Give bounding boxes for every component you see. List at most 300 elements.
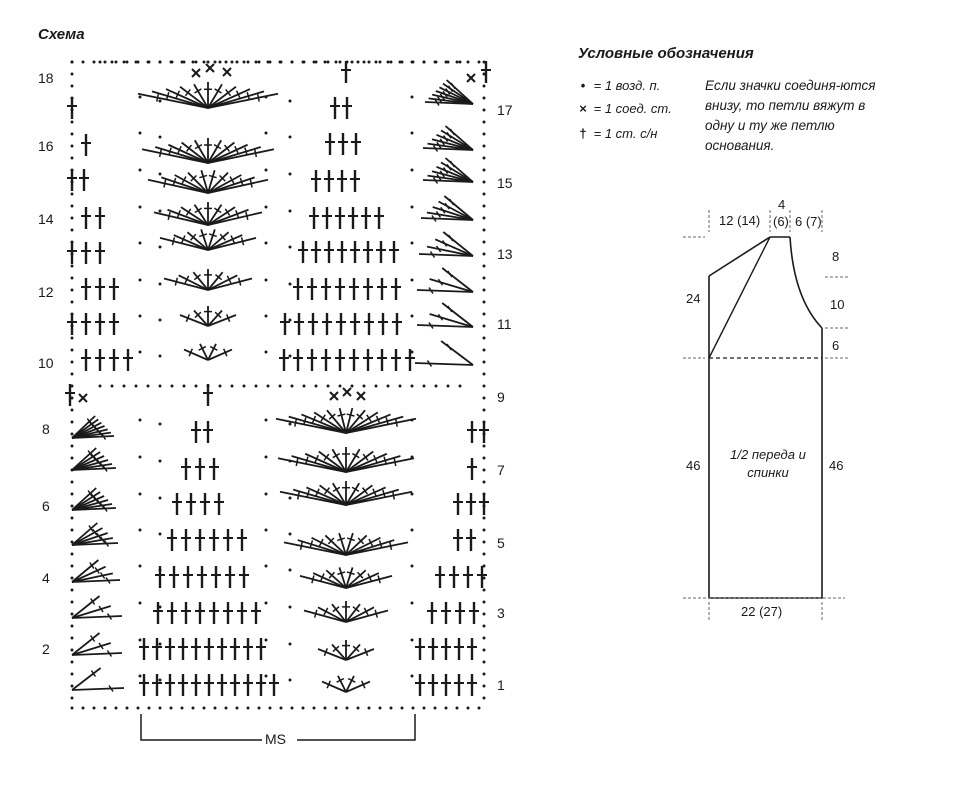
chain-stitch-symbol <box>265 96 268 99</box>
chain-stitch-symbol <box>401 707 404 710</box>
right-height-3-label: 6 <box>832 338 840 353</box>
chain-stitch-symbol <box>289 569 292 572</box>
double-crochet-symbol <box>467 638 477 660</box>
chain-stitch-symbol <box>71 697 74 700</box>
chain-stitch-symbol <box>289 136 292 139</box>
shell-fan-symbol <box>138 82 278 108</box>
chain-stitch-symbol <box>71 145 74 148</box>
row-number-16: 16 <box>38 138 54 154</box>
double-crochet-symbol <box>376 241 386 263</box>
left-height-lower-label: 46 <box>686 458 701 473</box>
double-crochet-symbol <box>363 278 373 300</box>
slip-stitch-symbol <box>192 69 200 77</box>
chain-stitch-symbol <box>483 145 486 148</box>
chain-stitch-symbol <box>93 707 96 710</box>
shell-fan-symbol <box>284 533 408 555</box>
double-crochet-symbol <box>441 674 451 696</box>
body-piece-label: 1/2 переда и спинки <box>730 447 806 480</box>
chain-stitch-symbol <box>139 315 142 318</box>
double-crochet-symbol <box>152 674 162 696</box>
chain-stitch-symbol <box>447 61 450 64</box>
chain-stitch-symbol <box>327 61 330 64</box>
double-crochet-symbol <box>95 313 105 335</box>
chain-stitch-symbol <box>139 242 142 245</box>
chain-stitch-symbol <box>411 675 414 678</box>
double-crochet-symbol <box>230 638 240 660</box>
legend-note: Если значки соединя-ются внизу, то петли вяжут в одну и ту же петлю основания. <box>705 78 876 153</box>
chain-stitch-symbol <box>483 181 486 184</box>
chain-stitch-symbol <box>192 707 195 710</box>
chain-stitch-symbol <box>71 361 74 364</box>
chain-stitch-symbol <box>159 385 162 388</box>
chain-stitch-symbol <box>411 456 414 459</box>
chain-stitch-symbol <box>483 529 486 532</box>
chain-stitch-symbol <box>159 210 162 213</box>
chain-stitch-symbol <box>71 337 74 340</box>
double-crochet-symbol <box>453 493 463 515</box>
chain-stitch-symbol <box>379 61 382 64</box>
chain-stitch-symbol <box>71 457 74 460</box>
right-height-1-label: 8 <box>832 249 840 264</box>
double-crochet-symbol <box>109 313 119 335</box>
chain-stitch-symbol <box>483 241 486 244</box>
chain-stitch-symbol <box>346 707 349 710</box>
chain-stitch-symbol <box>327 385 330 388</box>
shell-fan-symbol <box>142 138 274 163</box>
chain-stitch-symbol <box>243 385 246 388</box>
chain-stitch-symbol <box>71 85 74 88</box>
chain-stitch-symbol <box>423 61 426 64</box>
chain-stitch-symbol <box>483 133 486 136</box>
row-number-18: 18 <box>38 70 54 86</box>
slip-stitch-symbol <box>79 394 87 402</box>
double-crochet-symbol <box>211 566 221 588</box>
chain-stitch-symbol <box>135 385 138 388</box>
chain-stitch-symbol <box>71 445 74 448</box>
double-crochet-symbol <box>330 97 340 119</box>
chain-stitch-symbol <box>483 601 486 604</box>
chain-stitch-symbol <box>483 325 486 328</box>
chain-stitch-symbol <box>289 497 292 500</box>
chain-stitch-symbol <box>71 217 74 220</box>
chain-stitch-symbol <box>195 385 198 388</box>
chain-stitch-symbol <box>411 96 414 99</box>
chain-stitch-symbol <box>183 61 186 64</box>
chain-stitch-symbol <box>411 419 414 422</box>
chain-stitch-symbol <box>71 277 74 280</box>
chain-stitch-symbol <box>71 301 74 304</box>
row-number-13: 13 <box>497 246 513 262</box>
double-crochet-symbol <box>169 566 179 588</box>
scheme-title: Схема <box>38 26 85 43</box>
chain-stitch-symbol <box>265 132 268 135</box>
chain-stitch-symbol <box>483 157 486 160</box>
double-crochet-symbol <box>109 349 119 371</box>
chain-stitch-symbol <box>289 423 292 426</box>
double-crochet-symbol <box>415 674 425 696</box>
chain-stitch-symbol <box>483 457 486 460</box>
chain-stitch-symbol <box>483 697 486 700</box>
chain-stitch-symbol <box>71 493 74 496</box>
chain-stitch-symbol <box>126 707 129 710</box>
double-crochet-symbol <box>349 349 359 371</box>
double-crochet-symbol <box>200 493 210 515</box>
legend-item-slip-stitch <box>576 101 672 116</box>
chain-stitch-symbol <box>411 279 414 282</box>
chain-stitch-symbol <box>357 707 360 710</box>
chain-stitch-symbol <box>225 61 228 64</box>
chain-stitch-symbol <box>99 61 102 64</box>
edge-shell-symbol <box>72 668 124 692</box>
edge-shell-symbol <box>72 416 114 440</box>
chain-stitch-symbol <box>111 61 114 64</box>
chain-stitch-symbol <box>411 351 414 354</box>
chain-stitch-symbol <box>351 61 354 64</box>
double-crochet-symbol <box>195 529 205 551</box>
chain-stitch-symbol <box>363 61 366 64</box>
chain-stitch-symbol <box>324 61 327 64</box>
shoulder-width-label: 6 (7) <box>795 214 822 229</box>
chain-stitch-symbol <box>214 61 217 64</box>
chain-stitch-symbol <box>148 707 151 710</box>
double-crochet-symbol <box>123 349 133 371</box>
chain-stitch-symbol <box>243 61 246 64</box>
chain-stitch-symbol <box>445 707 448 710</box>
chain-stitch-symbol <box>483 289 486 292</box>
double-crochet-symbol <box>467 674 477 696</box>
chain-stitch-symbol <box>219 385 222 388</box>
chain-stitch-symbol <box>170 707 173 710</box>
chain-stitch-symbol <box>247 61 250 64</box>
chain-stitch-symbol <box>289 679 292 682</box>
chain-stitch-symbol <box>339 385 342 388</box>
double-crochet-symbol <box>95 242 105 264</box>
double-crochet-symbol <box>217 638 227 660</box>
right-height-4-label: 46 <box>829 458 844 473</box>
chain-stitch-symbol <box>411 242 414 245</box>
slip-stitch-icon: × <box>579 101 587 116</box>
chain-stitch-symbol <box>483 277 486 280</box>
chain-stitch-symbol <box>159 497 162 500</box>
chain-stitch-symbol <box>315 61 318 64</box>
double-crochet-symbol <box>335 349 345 371</box>
chain-stitch-symbol <box>375 61 378 64</box>
double-crochet-symbol <box>469 602 479 624</box>
double-crochet-symbol <box>428 638 438 660</box>
double-crochet-symbol <box>449 566 459 588</box>
chain-stitch-symbol <box>258 61 261 64</box>
double-crochet-symbol <box>415 638 425 660</box>
edge-shell-symbol <box>72 523 118 547</box>
chain-stitch-symbol <box>214 707 217 710</box>
bottom-width-label: 22 (27) <box>741 604 783 619</box>
double-crochet-symbol <box>324 241 334 263</box>
top-width-label: 12 (14) <box>719 213 761 228</box>
double-crochet-symbol <box>453 529 463 551</box>
double-crochet-symbol <box>307 349 317 371</box>
chain-stitch-symbol <box>71 589 74 592</box>
chain-stitch-symbol <box>483 481 486 484</box>
neck-width-alt-label: (6) <box>773 214 789 229</box>
chain-stitch-symbol <box>483 301 486 304</box>
armhole-curve <box>790 237 822 328</box>
double-crochet-symbol <box>307 278 317 300</box>
chain-stitch-symbol <box>303 61 306 64</box>
chain-stitch-symbol <box>423 385 426 388</box>
chain-stitch-symbol <box>71 613 74 616</box>
chain-stitch-symbol <box>279 61 282 64</box>
chain-stitch-symbol <box>483 541 486 544</box>
chain-stitch-symbol <box>159 283 162 286</box>
chain-stitch-symbol <box>71 421 74 424</box>
edge-shell-symbol <box>417 303 473 329</box>
double-crochet-symbol <box>183 566 193 588</box>
row-number-1: 1 <box>497 677 505 693</box>
double-crochet-symbol <box>67 242 77 264</box>
double-crochet-symbol <box>350 313 360 335</box>
chain-stitch-symbol <box>99 385 102 388</box>
double-crochet-symbol <box>225 566 235 588</box>
chain-stitch-symbol <box>456 61 459 64</box>
chain-stitch-symbol <box>71 265 74 268</box>
chain-stitch-symbol <box>71 61 74 64</box>
double-crochet-symbol <box>209 602 219 624</box>
chain-stitch-symbol <box>115 61 118 64</box>
chain-stitch-symbol <box>159 423 162 426</box>
chain-stitch-symbol <box>71 481 74 484</box>
chain-stitch-symbol <box>181 707 184 710</box>
edge-shell-symbol <box>72 448 116 472</box>
chain-stitch-symbol <box>483 337 486 340</box>
chain-stitch-symbol <box>265 351 268 354</box>
chain-stitch-symbol <box>478 707 481 710</box>
shell-fan-symbol <box>280 481 412 505</box>
chain-stitch-symbol <box>71 685 74 688</box>
chain-stitch-symbol <box>459 385 462 388</box>
double-crochet-symbol <box>237 602 247 624</box>
chain-stitch-symbol <box>399 61 402 64</box>
double-crochet-symbol <box>67 169 77 191</box>
chain-stitch-symbol <box>71 193 74 196</box>
chain-stitch-symbol <box>435 61 438 64</box>
shell-fan-symbol <box>278 447 414 472</box>
chain-stitch-symbol <box>368 707 371 710</box>
double-crochet-symbol <box>481 61 491 83</box>
shell-fan-symbol <box>154 202 262 225</box>
chain-stitch-symbol <box>159 100 162 103</box>
slip-stitch-symbol <box>343 388 351 396</box>
chain-stitch-symbol <box>236 61 239 64</box>
chain-stitch-symbol <box>483 661 486 664</box>
double-crochet-symbol <box>95 349 105 371</box>
double-crochet-symbol <box>338 133 348 155</box>
chain-stitch-symbol <box>387 385 390 388</box>
double-crochet-symbol <box>237 529 247 551</box>
chain-stitch-symbol <box>447 385 450 388</box>
double-crochet-symbol <box>428 674 438 696</box>
chain-stitch-symbol <box>434 707 437 710</box>
double-crochet-symbol <box>67 97 77 119</box>
double-crochet-symbol <box>67 313 77 335</box>
chain-stitch-symbol <box>483 265 486 268</box>
double-crochet-symbol <box>167 529 177 551</box>
double-crochet-symbol <box>466 529 476 551</box>
double-crochet-symbol <box>325 133 335 155</box>
chain-stitch-symbol <box>265 456 268 459</box>
double-crochet-symbol <box>186 493 196 515</box>
chain-stitch-symbol <box>71 637 74 640</box>
chain-stitch-symbol <box>411 602 414 605</box>
chain-stitch-symbol <box>483 373 486 376</box>
chain-stitch-symbol <box>459 61 462 64</box>
chain-stitch-symbol <box>267 385 270 388</box>
double-crochet-symbol <box>191 674 201 696</box>
chain-stitch-symbol <box>137 707 140 710</box>
double-crochet-symbol <box>361 207 371 229</box>
edge-shell-symbol <box>72 488 116 512</box>
chain-stitch-symbol <box>207 385 210 388</box>
shell-fan-symbol <box>180 306 236 326</box>
chain-stitch-symbol <box>483 361 486 364</box>
chain-stitch-symbol <box>159 606 162 609</box>
chain-stitch-symbol <box>139 96 142 99</box>
edge-shell-symbol <box>423 126 473 152</box>
row-number-15: 15 <box>497 175 513 191</box>
chain-stitch-symbol <box>159 173 162 176</box>
double-crochet-icon: † <box>579 126 587 141</box>
legend-title: Условные обозначения <box>578 45 754 62</box>
double-crochet-symbol <box>337 170 347 192</box>
double-crochet-symbol <box>279 349 289 371</box>
slip-stitch-symbol <box>206 64 214 72</box>
chain-stitch-symbol <box>139 456 142 459</box>
chain-stitch-symbol <box>303 385 306 388</box>
chain-stitch-icon: • <box>580 78 586 93</box>
double-crochet-symbol <box>223 602 233 624</box>
chain-stitch-symbol <box>123 61 126 64</box>
chain-stitch-symbol <box>139 419 142 422</box>
chain-stitch-symbol <box>483 589 486 592</box>
chain-stitch-symbol <box>219 61 222 64</box>
double-crochet-symbol <box>441 638 451 660</box>
double-crochet-symbol <box>348 207 358 229</box>
chain-stitch-symbol <box>139 206 142 209</box>
chain-stitch-symbol <box>265 675 268 678</box>
double-crochet-symbol <box>230 674 240 696</box>
chain-stitch-symbol <box>483 109 486 112</box>
row-number-10: 10 <box>38 355 54 371</box>
double-crochet-symbol <box>209 458 219 480</box>
double-crochet-symbol <box>405 349 415 371</box>
chain-stitch-symbol <box>192 61 195 64</box>
double-crochet-symbol <box>165 638 175 660</box>
row-number-4: 4 <box>42 570 50 586</box>
chain-stitch-symbol <box>195 61 198 64</box>
chain-stitch-symbol <box>483 205 486 208</box>
chain-stitch-symbol <box>265 529 268 532</box>
double-crochet-symbol <box>363 349 373 371</box>
slip-stitch-symbol <box>357 392 365 400</box>
chain-stitch-symbol <box>483 445 486 448</box>
double-crochet-symbol <box>391 349 401 371</box>
slip-stitch-symbol <box>330 392 338 400</box>
chain-stitch-symbol <box>71 517 74 520</box>
double-crochet-symbol <box>79 169 89 191</box>
repeat-label: MS <box>265 731 286 747</box>
shell-fan-symbol <box>304 601 388 622</box>
chain-stitch-symbol <box>71 673 74 676</box>
legend-item-label: = 1 соед. ст. <box>593 101 672 116</box>
neck-width-label: 4 <box>778 197 786 212</box>
chain-stitch-symbol <box>483 625 486 628</box>
chain-stitch-symbol <box>71 205 74 208</box>
chain-stitch-symbol <box>147 385 150 388</box>
double-crochet-symbol <box>209 529 219 551</box>
double-crochet-symbol <box>349 278 359 300</box>
chain-stitch-symbol <box>71 577 74 580</box>
double-crochet-symbol <box>341 61 351 83</box>
chain-stitch-symbol <box>280 707 283 710</box>
chain-stitch-symbol <box>71 289 74 292</box>
chain-stitch-symbol <box>289 533 292 536</box>
double-crochet-symbol <box>204 638 214 660</box>
chain-stitch-symbol <box>71 707 74 710</box>
chain-stitch-symbol <box>265 419 268 422</box>
chain-stitch-symbol <box>139 602 142 605</box>
chain-stitch-symbol <box>291 707 294 710</box>
row-number-17: 17 <box>497 102 513 118</box>
chain-stitch-symbol <box>123 385 126 388</box>
double-crochet-symbol <box>172 493 182 515</box>
double-crochet-symbol <box>294 313 304 335</box>
chain-stitch-symbol <box>236 707 239 710</box>
chain-stitch-symbol <box>159 643 162 646</box>
double-crochet-symbol <box>335 207 345 229</box>
double-crochet-symbol <box>441 602 451 624</box>
chain-stitch-symbol <box>411 132 414 135</box>
chain-stitch-symbol <box>483 253 486 256</box>
chain-stitch-symbol <box>411 315 414 318</box>
chain-stitch-symbol <box>411 206 414 209</box>
double-crochet-symbol <box>454 638 464 660</box>
chain-stitch-symbol <box>159 679 162 682</box>
double-crochet-symbol <box>342 97 352 119</box>
chain-stitch-symbol <box>159 136 162 139</box>
double-crochet-symbol <box>195 458 205 480</box>
double-crochet-symbol <box>337 241 347 263</box>
chain-stitch-symbol <box>335 707 338 710</box>
left-height-upper-label: 24 <box>686 291 701 306</box>
double-crochet-symbol <box>191 421 201 443</box>
chain-stitch-symbol <box>302 707 305 710</box>
chain-stitch-symbol <box>335 61 338 64</box>
shell-fan-symbol <box>318 640 374 660</box>
chain-stitch-symbol <box>159 355 162 358</box>
double-crochet-symbol <box>435 566 445 588</box>
chain-stitch-symbol <box>483 517 486 520</box>
chain-stitch-symbol <box>139 351 142 354</box>
double-crochet-symbol <box>178 674 188 696</box>
chain-stitch-symbol <box>483 97 486 100</box>
chain-stitch-symbol <box>483 469 486 472</box>
chain-stitch-symbol <box>269 707 272 710</box>
chain-stitch-symbol <box>357 61 360 64</box>
chain-stitch-symbol <box>483 685 486 688</box>
edge-shell-symbol <box>419 232 473 258</box>
shell-fan-symbol <box>300 567 392 588</box>
chain-stitch-symbol <box>159 533 162 536</box>
double-crochet-symbol <box>378 313 388 335</box>
